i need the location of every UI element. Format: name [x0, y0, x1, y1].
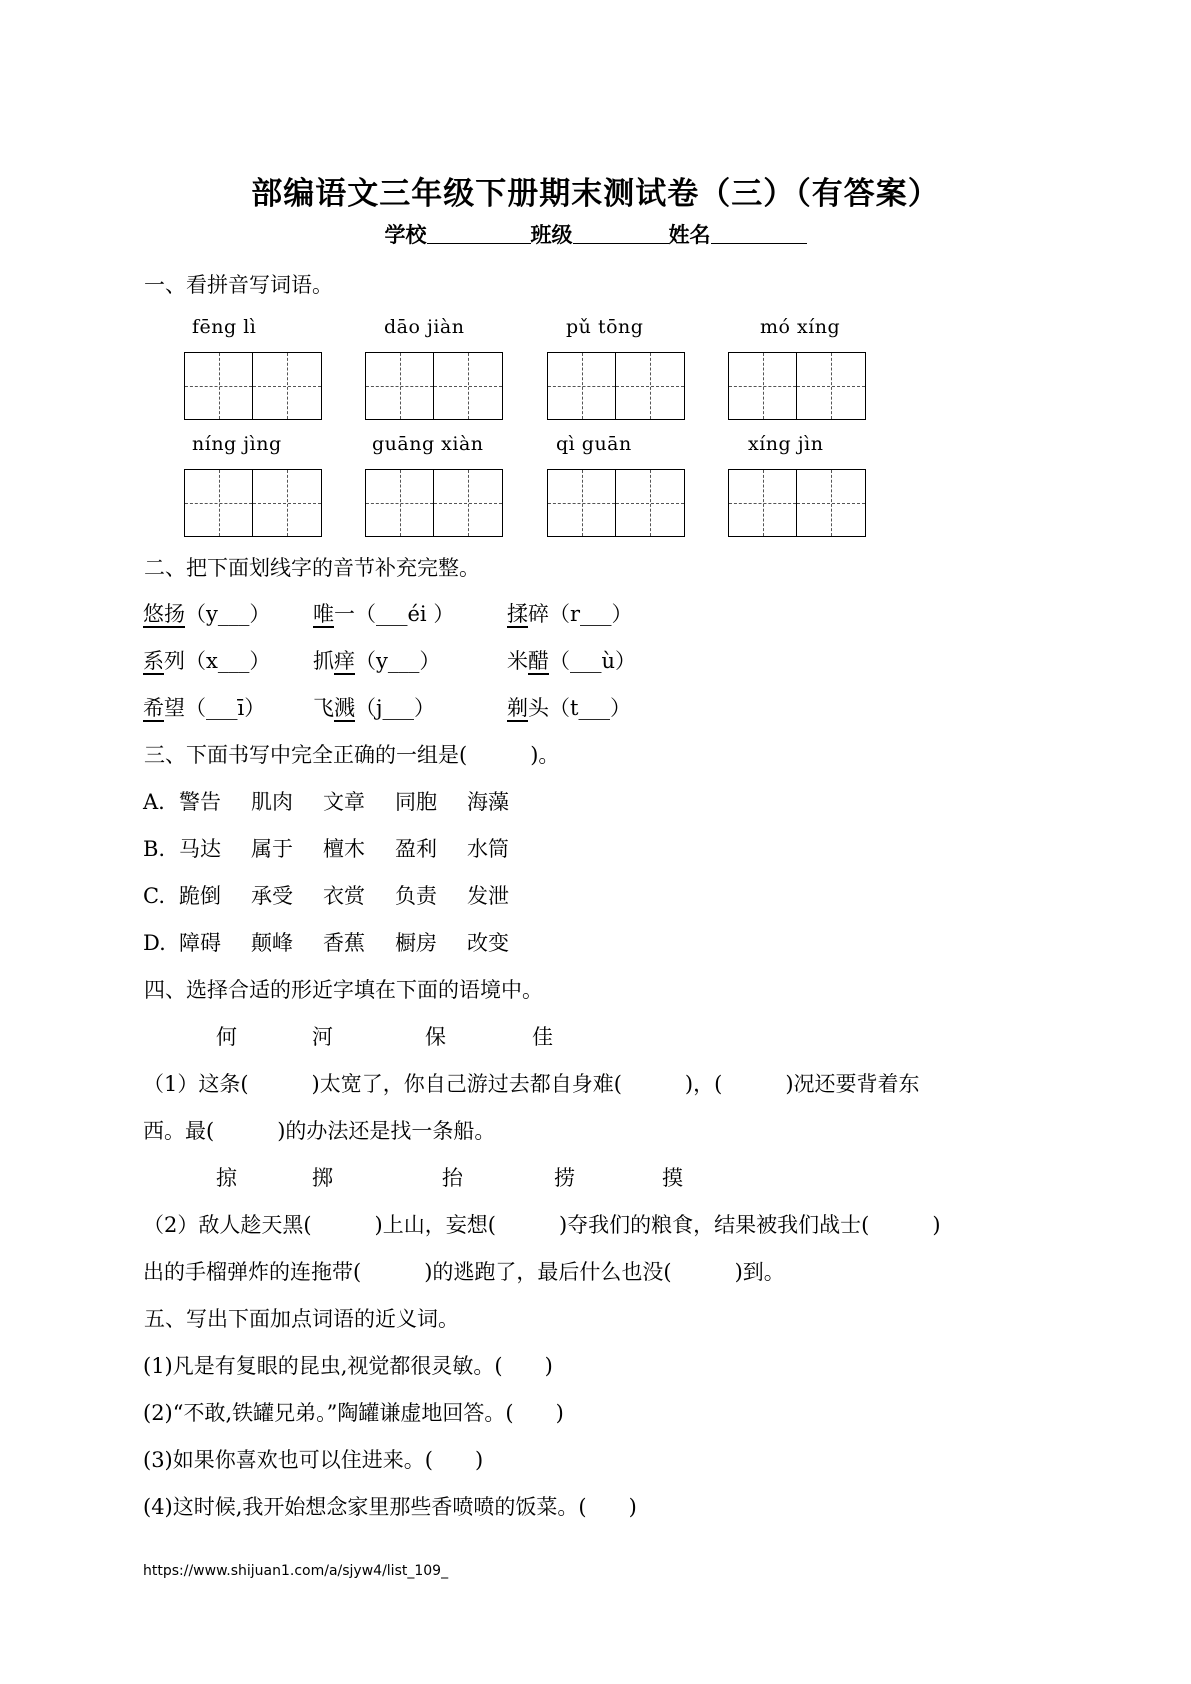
writing-grid[interactable] — [728, 352, 866, 420]
pinyin-2-2: guāng xiàn — [372, 433, 484, 455]
char-choice: 保 — [425, 1025, 446, 1049]
option-d: D. 障碍 颠峰 香蕉 橱房 改变 — [143, 931, 509, 955]
question-4-1-line-2: 西。最( )的办法还是找一条船。 — [143, 1119, 496, 1143]
school-blank[interactable] — [427, 223, 531, 244]
source-url[interactable]: https://www.shijuan1.com/a/sjyw4/list_109_ — [143, 1563, 449, 1579]
pinyin-1-3: pǔ tōng — [566, 316, 644, 338]
question-4-2-line-2: 出的手榴弹炸的连拖带( )的逃跑了，最后什么也没( )到。 — [143, 1260, 785, 1284]
option-a: A. 警告 肌肉 文章 同胞 海藻 — [143, 790, 509, 814]
page-title: 部编语文三年级下册期末测试卷（三）（有答案） — [251, 176, 940, 212]
synonym-item: (4)这时候,我开始想念家里那些香喷喷的饭菜。( ) — [143, 1495, 637, 1519]
writing-grid[interactable] — [365, 352, 503, 420]
phonetic-item: 米醋（___ù） — [507, 649, 637, 673]
pinyin-1-1: fēng lì — [192, 316, 257, 338]
char-choice: 抬 — [442, 1166, 463, 1190]
name-label: 姓名 — [668, 223, 711, 247]
char-choice: 何 — [216, 1025, 237, 1049]
section-5-heading: 五、写出下面加点词语的近义词。 — [144, 1307, 459, 1331]
pinyin-1-2: dāo jiàn — [384, 316, 465, 338]
synonym-item: (1)凡是有复眼的昆虫,视觉都很灵敏。( ) — [143, 1354, 553, 1378]
pinyin-2-3: qì guān — [556, 433, 632, 455]
writing-grid[interactable] — [728, 469, 866, 537]
writing-grid[interactable] — [547, 469, 685, 537]
phonetic-item: 唯一（___éi ） — [313, 602, 455, 626]
phonetic-item: 抓痒（y___） — [313, 649, 441, 673]
writing-grid[interactable] — [184, 469, 322, 537]
class-label: 班级 — [530, 223, 573, 247]
char-choice: 摸 — [662, 1166, 683, 1190]
phonetic-item: 希望（___ī） — [143, 696, 266, 720]
synonym-item: (3)如果你喜欢也可以住进来。( ) — [143, 1448, 484, 1472]
class-blank[interactable] — [573, 223, 669, 244]
writing-grid[interactable] — [547, 352, 685, 420]
section-1-heading: 一、看拼音写词语。 — [144, 273, 333, 297]
option-b: B. 马达 属于 檀木 盈利 水筒 — [143, 837, 509, 861]
char-choice: 掠 — [216, 1166, 237, 1190]
synonym-item: (2)“不敢,铁罐兄弟。”陶罐谦虚地回答。( ) — [143, 1401, 564, 1425]
char-choice: 掷 — [312, 1166, 333, 1190]
phonetic-item: 揉碎（r___） — [507, 602, 633, 626]
char-choice: 佳 — [532, 1025, 553, 1049]
section-2-heading: 二、把下面划线字的音节补充完整。 — [144, 556, 480, 580]
phonetic-item: 系列（x___） — [143, 649, 271, 673]
option-c: C. 跪倒 承受 衣赏 负责 发泄 — [143, 884, 509, 908]
name-blank[interactable] — [711, 223, 807, 244]
question-4-2-line-1: （2）敌人趁天黑( )上山，妄想( )夺我们的粮食，结果被我们战士( ) — [143, 1213, 941, 1237]
pinyin-2-1: níng jìng — [192, 433, 282, 455]
phonetic-item: 飞溅（j___） — [313, 696, 436, 720]
phonetic-item: 悠扬（y___） — [143, 602, 271, 626]
section-3-heading: 三、下面书写中完全正确的一组是( )。 — [144, 743, 560, 767]
writing-grid[interactable] — [365, 469, 503, 537]
section-4-heading: 四、选择合适的形近字填在下面的语境中。 — [144, 978, 543, 1002]
phonetic-item: 剃头（t___） — [507, 696, 631, 720]
school-label: 学校 — [384, 223, 427, 247]
pinyin-2-4: xíng jìn — [748, 433, 824, 455]
student-info-line — [0, 219, 1191, 249]
question-4-1-line-1: （1）这条( )太宽了，你自己游过去都自身难( )，( )况还要背着东 — [143, 1072, 920, 1096]
pinyin-1-4: mó xíng — [760, 316, 841, 338]
char-choice: 河 — [312, 1025, 333, 1049]
char-choice: 捞 — [554, 1166, 575, 1190]
writing-grid[interactable] — [184, 352, 322, 420]
